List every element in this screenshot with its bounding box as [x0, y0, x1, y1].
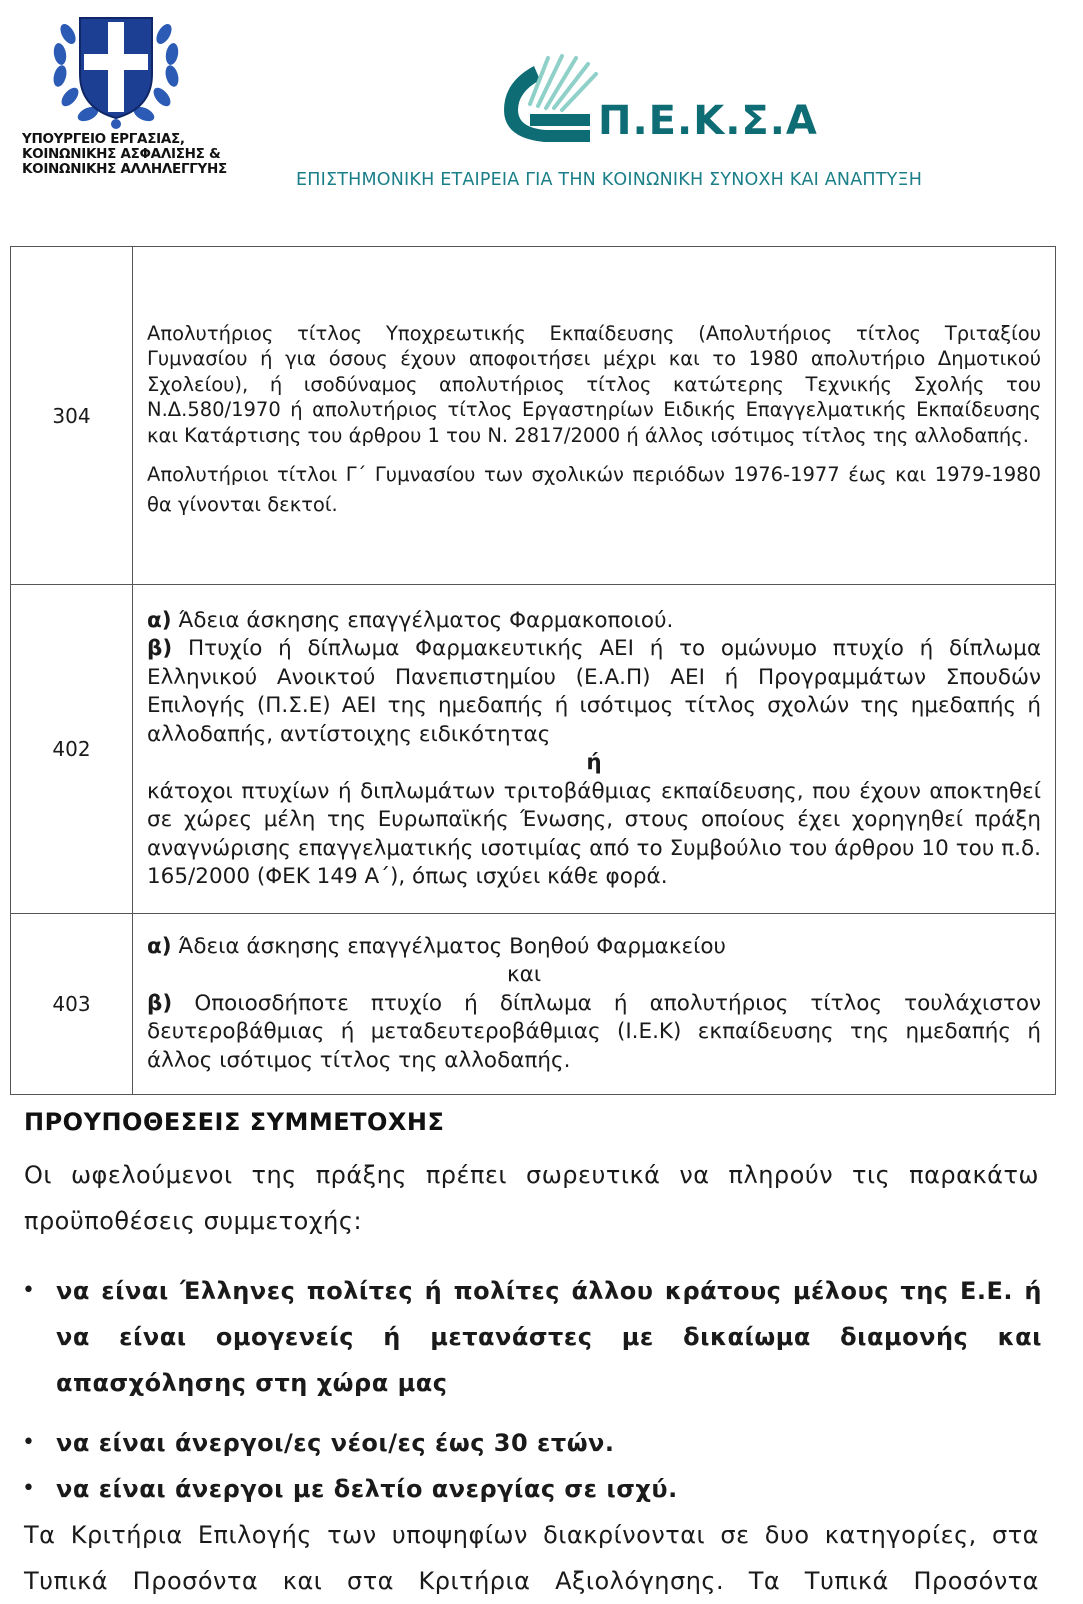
- requirement-text: Οποιοσδήποτε πτυχίο ή δίπλωμα ή απολυτήριος τίτλος τουλάχιστον δευτεροβάθμιας ή μεταδευτεροβάθμιας (Ι.Ε.Κ) εκπαίδευσης της ημεδαπής ή άλλος ισότιμος τίτλος της αλλοδαπής.: [147, 990, 1042, 1073]
- and-separator: και: [507, 962, 542, 988]
- requirement-label: α): [147, 933, 172, 959]
- closing-paragraph: Τα Κριτήρια Επιλογής των υποψηφίων διακρίνονται σε δυο κατηγορίες, στα Τυπικά Προσόντα και στα Κριτήρια Αξιολόγησης. Τα Τυπικά Προσόντα: [24, 1521, 1039, 1595]
- row-code: 402: [11, 585, 133, 914]
- org-tagline: ΕΠΙΣΤΗΜΟΝΙΚΗ ΕΤΑΙΡΕΙΑ ΓΙΑ ΤΗΝ ΚΟΙΝΩΝΙΚΗ ΣΥΝΟΧΗ ΚΑΙ ΑΝΑΠΤΥΞΗ: [296, 170, 923, 190]
- table-row: [11, 914, 1056, 1095]
- requirement-b: [147, 990, 1041, 1076]
- table-row: [11, 585, 1056, 914]
- requirement-label: β): [147, 990, 173, 1016]
- requirement-text: Άδεια άσκησης επαγγέλματος Φαρμακοποιού.: [178, 607, 674, 633]
- requirement-c: κάτοχοι πτυχίων ή διπλωμάτων τριτοβάθμιας εκπαίδευσης, που έχουν αποκτηθεί σε χώρες μέλη της Ευρωπαϊκής Ένωσης, στους οποίους έχει χορηγηθεί πράξη αναγνώρισης επαγγελματικής ισοτιμίας από το Συμβούλιο του άρθρου 10 του π.δ. 165/2000 (ΦΕΚ 149 Α΄), όπως ισχύει κάθε φορά.: [147, 778, 1041, 889]
- row-paragraph: Απολυτήριος τίτλος Υποχρεωτικής Εκπαίδευσης (Απολυτήριος τίτλος Τριταξίου Γυμνασίου ή για όσους έχουν αποφοιτήσει μέχρι και το 1980 απολυτήριο Δημοτικού Σχολείου), ή ισοδύναμος απολυτήριος τίτλος κατώτερης Τεχνικής Σχολής του Ν.Δ.580/1970 ή απολυτήριος τίτλος Εργαστηρίων Ειδικής Επαγγελματικής Εκπαίδευσης και Κατάρτισης του άρθρου 1 του Ν. 2817/2000 ή άλλος ισότιμος τίτλος της αλλοδαπής.: [147, 321, 1041, 447]
- qualifications-table: [10, 246, 1056, 1095]
- table-row: [11, 247, 1056, 585]
- requirement-text: Άδεια άσκησης επαγγέλματος Βοηθού Φαρμακείου: [178, 933, 726, 959]
- ministry-name-line-2: ΚΟΙΝΩΝΙΚΗΣ ΑΣΦΑΛΙΣΗΣ &: [22, 146, 221, 162]
- row-description: [133, 247, 1056, 585]
- row-code: 304: [11, 247, 133, 585]
- requirement-label: β): [147, 636, 173, 661]
- or-separator: ή: [586, 750, 602, 775]
- conditions-list: [22, 1268, 1042, 1512]
- requirement-label: α): [147, 607, 172, 633]
- row-description: [133, 914, 1056, 1095]
- list-item: • να είναι άνεργοι/ες νέοι/ες έως 30 ετών.: [22, 1420, 1042, 1466]
- section-title: ΠΡΟΥΠΟΘΕΣΕΙΣ ΣΥΜΜΕΤΟΧΗΣ: [24, 1108, 445, 1136]
- row-paragraph: Απολυτήριοι τίτλοι Γ΄ Γυμνασίου των σχολικών περιόδων 1976-1977 έως και 1979-1980 θα γίνονται δεκτοί.: [147, 463, 1041, 517]
- org-name: Π.Ε.Κ.Σ.Α: [598, 98, 818, 144]
- requirement-a: [147, 607, 1041, 636]
- requirement-text: Πτυχίο ή δίπλωμα Φαρμακευτικής ΑΕΙ ή το ομώνυμο πτυχίο ή δίπλωμα Ελληνικού Ανοικτού Πανεπιστημίου (Ε.Α.Π) ΑΕΙ ή Προγραμμάτων Σπουδών Επιλογής (Π.Σ.Ε) ΑΕΙ της ημεδαπής ή ισότιμος τίτλος σχολών της ημεδαπής ή αλλοδαπής, αντίστοιχης ειδικότητας: [147, 636, 1041, 747]
- ministry-name-line-1: ΥΠΟΥΡΓΕΙΟ ΕΡΓΑΣΙΑΣ,: [22, 131, 185, 147]
- row-code: 403: [11, 914, 133, 1095]
- requirement-b: [147, 635, 1041, 749]
- list-item: • να είναι άνεργοι με δελτίο ανεργίας σε ισχύ.: [22, 1466, 1042, 1512]
- ministry-name-line-3: ΚΟΙΝΩΝΙΚΗΣ ΑΛΛΗΛΕΓΓΥΗΣ: [22, 161, 227, 177]
- list-item: • να είναι Έλληνες πολίτες ή πολίτες άλλου κράτους μέλους της Ε.Ε. ή να είναι ομογενείς ή μετανάστες με δικαίωμα διαμονής και απασχόλησης στη χώρα μας: [22, 1268, 1042, 1406]
- section-intro: Οι ωφελούμενοι της πράξης πρέπει σωρευτικά να πληρούν τις παρακάτω προϋποθέσεις συμμετοχής:: [24, 1161, 1039, 1235]
- ministry-logo: [22, 4, 227, 177]
- row-description: [133, 585, 1056, 914]
- greek-emblem-icon: [46, 4, 186, 132]
- requirement-a: [147, 933, 1041, 962]
